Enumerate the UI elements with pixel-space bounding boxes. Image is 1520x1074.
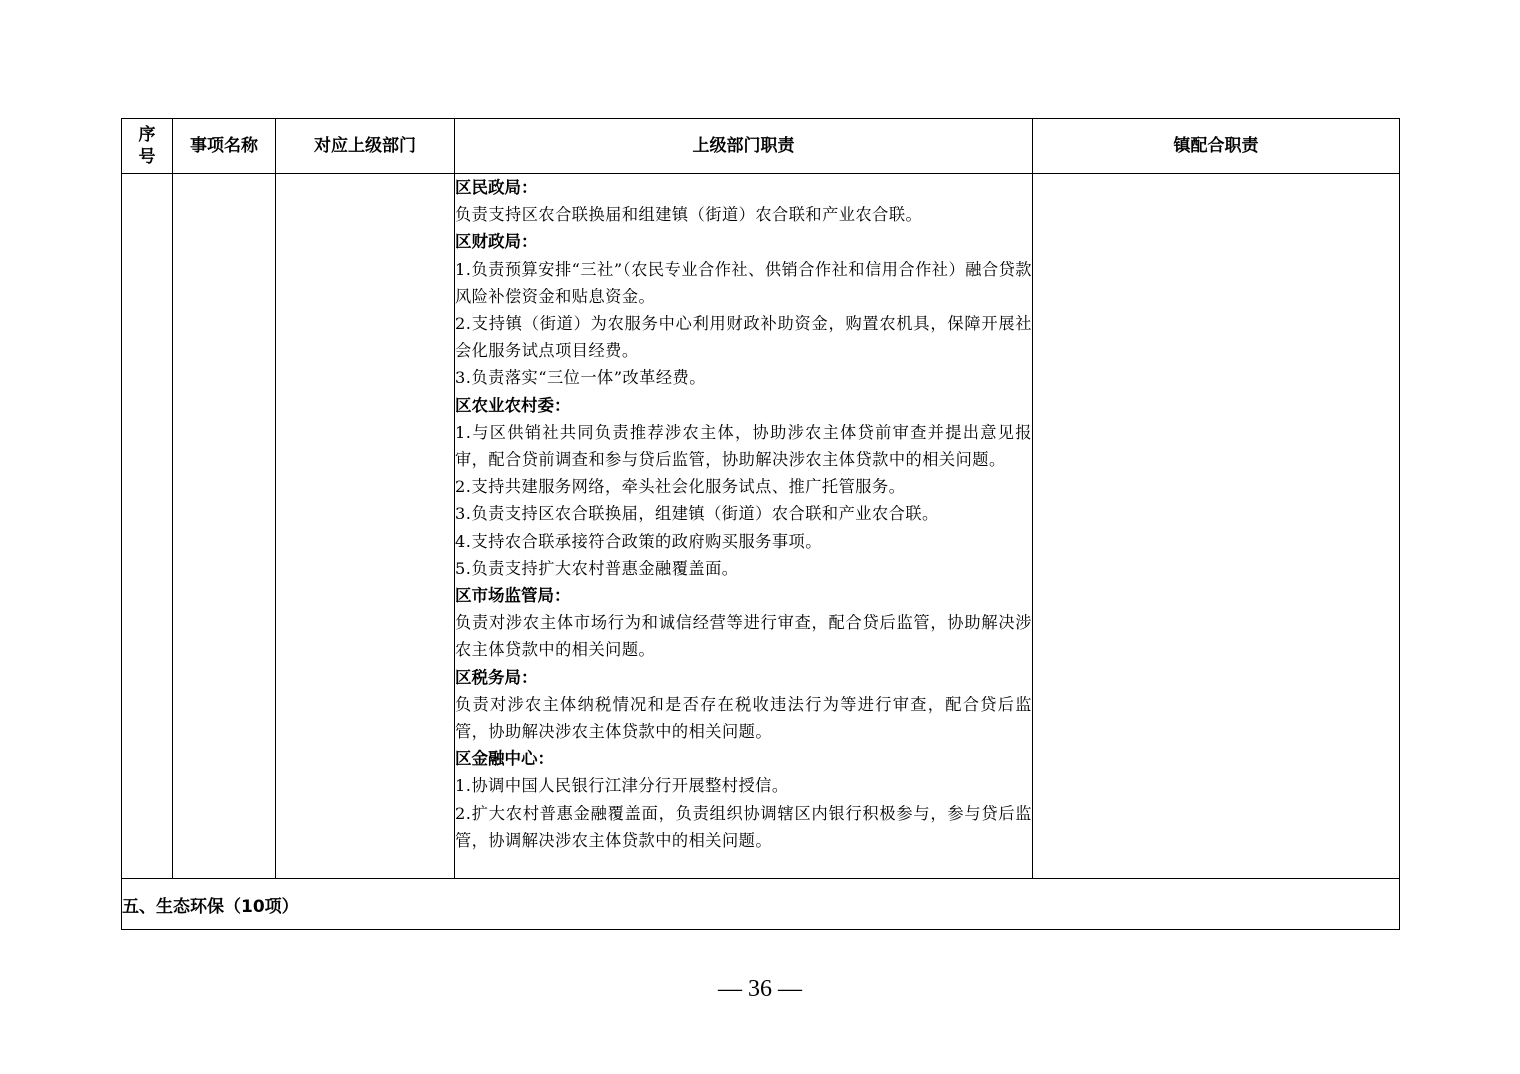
dept-block-jinrong [455, 745, 1032, 854]
dept-title: 区民政局： [455, 178, 538, 197]
duty-paragraph: 负责支持区农合联换届和组建镇（街道）农合联和产业农合联。 [455, 205, 923, 225]
duty-paragraph: 负责对涉农主体纳税情况和是否存在税收违法行为等进行审查，配合贷后监管，协助解决涉农主体贷款中的相关问题。 [455, 694, 1032, 742]
dept-title: 区财政局： [455, 232, 538, 252]
dept-title: 区金融中心： [455, 749, 554, 769]
town-duties-cell [1033, 174, 1400, 879]
section-row [122, 879, 1400, 930]
item-name-cell [173, 174, 276, 879]
table-row [122, 174, 1400, 879]
header-town-duties: 镇配合职责 [1033, 119, 1400, 174]
header-upper-duties: 上级部门职责 [455, 119, 1033, 174]
dept-title: 区市场监管局： [455, 586, 571, 606]
duty-paragraph: 2.扩大农村普惠金融覆盖面，负责组织协调辖区内银行积极参与，参与贷后监管，协调解决涉农主体贷款中的相关问题。 [455, 803, 1032, 850]
header-upper-dept: 对应上级部门 [276, 119, 455, 174]
header-row [122, 119, 1400, 174]
duty-paragraph: 2.支持共建服务网络，牵头社会化服务试点、推广托管服务。 [455, 477, 906, 497]
dept-title: 区税务局： [455, 667, 538, 687]
header-seq-line2: 号 [138, 147, 156, 167]
dept-block-shichang [455, 582, 1032, 664]
header-seq-line1: 序 [138, 125, 156, 145]
dept-block-minzheng [455, 174, 1032, 228]
duty-paragraph: 3.负责支持区农合联换届，组建镇（街道）农合联和产业农合联。 [455, 504, 939, 524]
duty-paragraph: 1.负责预算安排“三社”（农民专业合作社、供销合作社和信用合作社）融合贷款风险补偿资金和贴息资金。 [455, 259, 1032, 306]
duty-paragraph: 5.负责支持扩大农村普惠金融覆盖面。 [455, 558, 739, 578]
dept-block-nongye [455, 392, 1032, 582]
dept-block-caizheng [455, 228, 1032, 391]
dept-title: 区农业农村委： [455, 395, 571, 415]
duty-paragraph: 1.协调中国人民银行江津分行开展整村授信。 [455, 776, 789, 796]
upper-duties-cell [455, 174, 1033, 879]
header-item-name: 事项名称 [173, 119, 276, 174]
duty-paragraph: 负责对涉农主体市场行为和诚信经营等进行审查，配合贷后监管，协助解决涉农主体贷款中的相关问题。 [455, 613, 1032, 660]
seq-cell [122, 174, 173, 879]
duty-paragraph: 4.支持农合联承接符合政策的政府购买服务事项。 [455, 531, 822, 551]
duties-table [121, 118, 1400, 930]
duty-paragraph: 1.与区供销社共同负责推荐涉农主体，协助涉农主体贷前审查并提出意见报审，配合贷前调查和参与贷后监管，协助解决涉农主体贷款中的相关问题。 [455, 422, 1032, 470]
upper-dept-cell [276, 174, 455, 879]
duty-paragraph: 3.负责落实“三位一体”改革经费。 [455, 368, 706, 388]
page-number: — 36 — [718, 976, 802, 1002]
duty-paragraph: 2.支持镇（街道）为农服务中心利用财政补助资金，购置农机具，保障开展社会化服务试点项目经费。 [455, 314, 1032, 361]
section-label: 五、生态环保（10项） [122, 879, 1400, 930]
header-seq [122, 119, 173, 174]
dept-block-shuiwu [455, 664, 1032, 746]
